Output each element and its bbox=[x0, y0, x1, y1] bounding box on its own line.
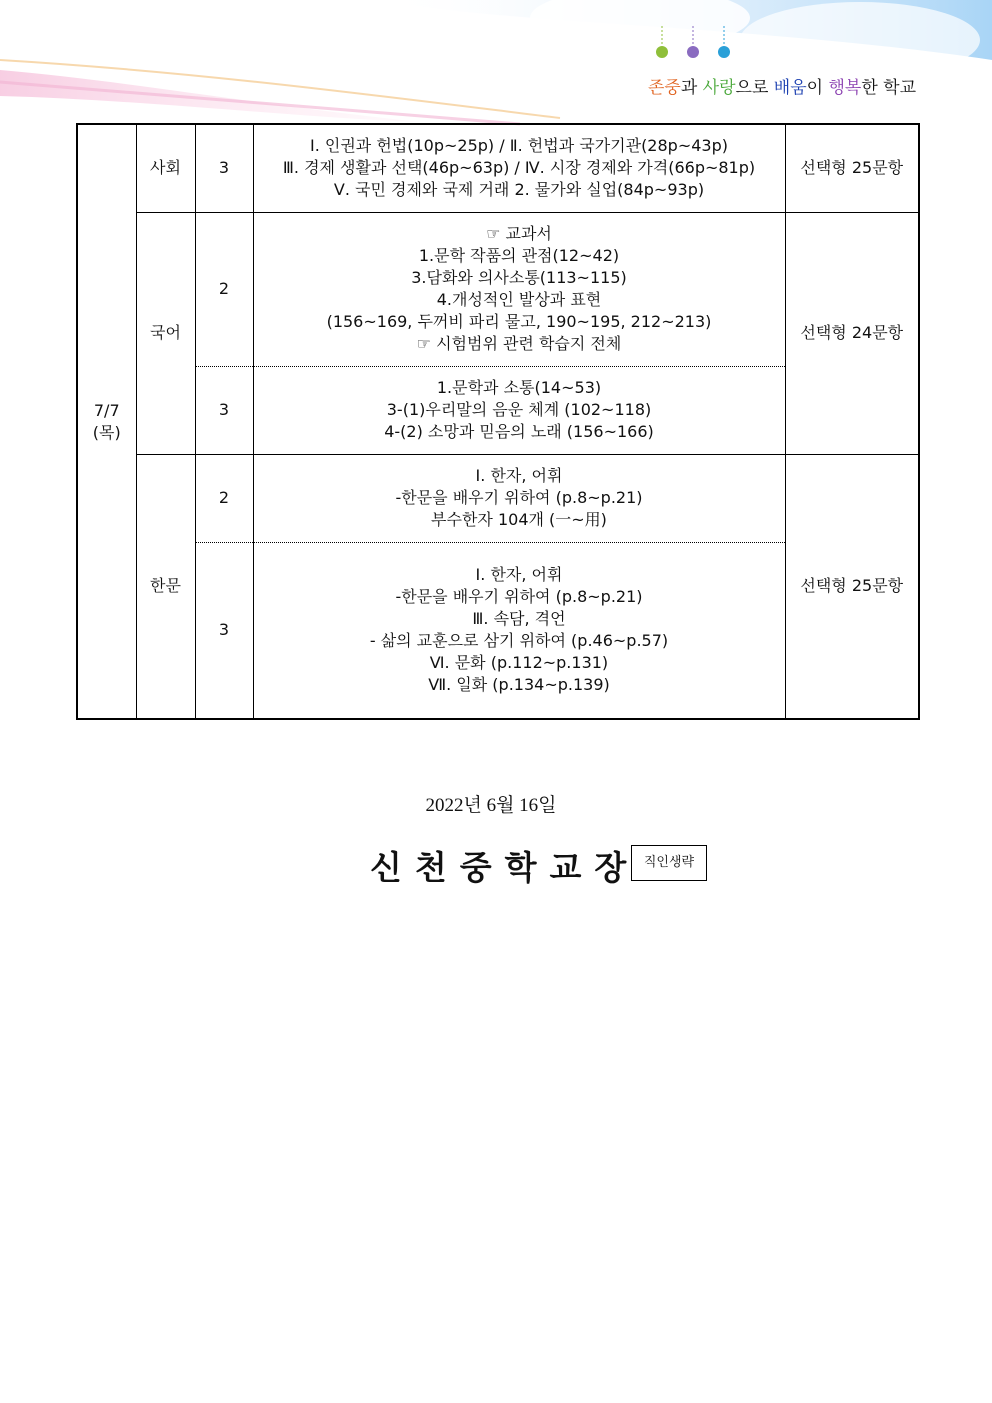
exam-weekday: (목) bbox=[92, 422, 121, 442]
scope-line: 부수한자 104개 (一~用) bbox=[431, 510, 607, 529]
scope-line: ☞ 시험범위 관련 학습지 전체 bbox=[416, 334, 622, 353]
principal-title: 신천중학교장 bbox=[370, 848, 640, 887]
scope-line: Ⅴ. 국민 경제와 국제 거래 2. 물가와 실업(84p~93p) bbox=[333, 180, 705, 200]
document-date: 2022년 6월 16일 bbox=[425, 795, 557, 816]
motto-part: 한 학교 bbox=[861, 78, 916, 98]
scope-hanmun-2 bbox=[253, 454, 785, 542]
scope-line: 4.개성적인 발상과 표현 bbox=[436, 290, 602, 309]
table-row-hanmun-g2 bbox=[77, 454, 919, 542]
questions-social: 선택형 25문항 bbox=[785, 124, 919, 212]
scope-hanmun-3 bbox=[253, 542, 785, 719]
motto-part: 사랑 bbox=[702, 78, 736, 98]
subject-social: 사회 bbox=[136, 124, 195, 212]
scope-line: 4-(2) 소망과 믿음의 노래 (156~166) bbox=[384, 422, 654, 441]
table-row-social bbox=[77, 124, 919, 212]
questions-hanmun: 선택형 25문항 bbox=[785, 454, 919, 719]
subject-korean: 국어 bbox=[136, 212, 195, 454]
decorative-dots-icon bbox=[648, 26, 738, 66]
seal-omitted-box: 직인생략 bbox=[631, 845, 707, 881]
scope-line: Ⅰ. 한자, 어휘 bbox=[475, 466, 563, 485]
grade-korean-2: 2 bbox=[195, 212, 253, 366]
header-background-swoosh bbox=[0, 0, 992, 140]
scope-line: Ⅶ. 일화 (p.134~p.139) bbox=[428, 675, 610, 695]
subject-hanmun: 한문 bbox=[136, 454, 195, 719]
motto-part: 이 bbox=[806, 78, 829, 98]
grade-hanmun-2: 2 bbox=[195, 454, 253, 542]
scope-line: 1.문학과 소통(14~53) bbox=[436, 378, 602, 397]
scope-korean-2 bbox=[253, 212, 785, 366]
scope-line: 3.담화와 의사소통(113~115) bbox=[411, 268, 627, 287]
scope-line: -한문을 배우기 위하여 (p.8~p.21) bbox=[395, 587, 643, 607]
document-date-row bbox=[0, 790, 992, 817]
motto-part: 행복 bbox=[828, 78, 862, 98]
scope-line: - 삶의 교훈으로 삼기 위하여 (p.46~p.57) bbox=[369, 631, 669, 651]
exam-schedule-table bbox=[76, 123, 920, 720]
scope-line: 1.문학 작품의 관점(12~42) bbox=[418, 246, 620, 265]
scope-line: Ⅲ. 속담, 격언 bbox=[472, 609, 566, 629]
motto-part: 배움 bbox=[773, 78, 807, 98]
school-motto bbox=[648, 73, 916, 98]
scope-line: Ⅰ. 한자, 어휘 bbox=[475, 565, 563, 585]
exam-date-cell bbox=[77, 124, 136, 719]
scope-line: Ⅲ. 경제 생활과 선택(46p~63p) / Ⅳ. 시장 경제와 가격(66p~81p) bbox=[282, 158, 756, 178]
grade-hanmun-3: 3 bbox=[195, 542, 253, 719]
scope-line: -한문을 배우기 위하여 (p.8~p.21) bbox=[395, 488, 643, 507]
motto-part: 으로 bbox=[735, 78, 774, 98]
motto-part: 과 bbox=[680, 78, 703, 98]
scope-line: (156~169, 두꺼비 파리 물고, 190~195, 212~213) bbox=[326, 312, 712, 331]
table-row-korean-g2 bbox=[77, 212, 919, 366]
motto-part: 존중 bbox=[647, 78, 681, 98]
scope-social bbox=[253, 124, 785, 212]
scope-line: 3-(1)우리말의 음운 체계 (102~118) bbox=[386, 400, 652, 419]
exam-date: 7/7 bbox=[93, 400, 120, 420]
scope-line: ☞ 교과서 bbox=[486, 224, 552, 243]
scope-line: Ⅰ. 인권과 헌법(10p~25p) / Ⅱ. 헌법과 국가기관(28p~43p) bbox=[310, 136, 728, 156]
scope-line: Ⅵ. 문화 (p.112~p.131) bbox=[429, 653, 609, 673]
scope-korean-3 bbox=[253, 366, 785, 454]
grade-social: 3 bbox=[195, 124, 253, 212]
questions-korean: 선택형 24문항 bbox=[785, 212, 919, 454]
grade-korean-3: 3 bbox=[195, 366, 253, 454]
